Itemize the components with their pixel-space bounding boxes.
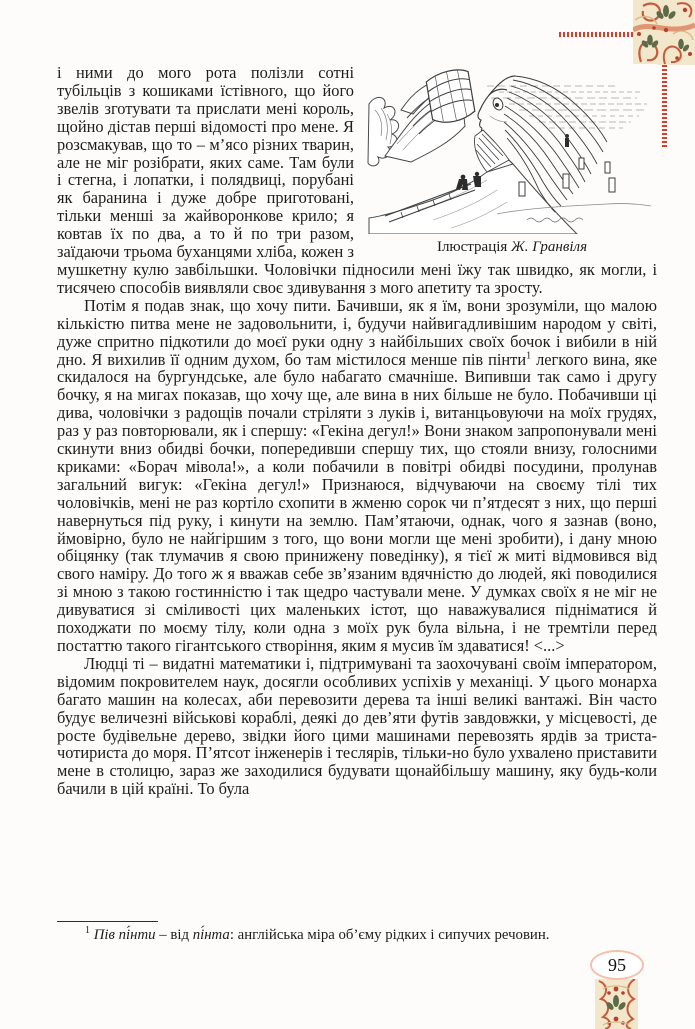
dashed-rule-horizontal — [559, 32, 633, 37]
illustration-caption — [367, 239, 657, 257]
footnote-separator — [57, 921, 158, 922]
page-number-badge — [590, 950, 644, 980]
page-number: 95 — [608, 954, 626, 975]
footnote-reference-mark: 1 — [526, 350, 532, 362]
paragraph-2 — [57, 297, 657, 655]
footnote-mid: – від — [155, 927, 193, 943]
paragraph-3-text: Людці ті – видатні математики і, підтримувані та заохочувані своїм імператором, відомим покровителем наук, досягли особливих успіхів у механіці. У цього монарха багато машин на колесах, аби перевозити дерева та інші великі вантажі. Він часто будує величезні військові кораблі, деякі до дев’яти футів завдовжки, у місцевості, де росте будівельне дерево, звідки його цими машинами перевозять ярдів за триста-чотириста до моря. П’ятсот інженерів і теслярів, тільки-но було ухвалено приставити мене в столицю, зараз же заходилися будувати щонайбільшу машину, яку будь-коли бачили в цій країні. То була — [57, 653, 657, 799]
illustration-figure — [367, 64, 657, 257]
footnote-rest: : англійська міра об’єму рідких і сипучих речовин. — [229, 927, 550, 943]
footnote-term-2: пі́нта — [192, 927, 230, 943]
footnote — [57, 921, 657, 944]
corner-ornament-strip-icon — [595, 979, 638, 1029]
footnote-term-1: Пів пі́нти — [93, 927, 156, 943]
caption-artist: Ж. Гранвіля — [511, 239, 588, 255]
paragraph-3 — [57, 655, 657, 798]
gulliver-drinking-engraving-icon — [367, 64, 657, 234]
body-text — [57, 64, 657, 798]
paragraph-1-text: і ними до мого рота полізли сотні тубільців з кошиками їстівного, що його звелів зготувати та прислати мені король, щойно дістав перші відомості про мене. Я розсмакував, що то – м’ясо різних тварин, але не міг розібрати, яких саме. Там були і стегна, і лопатки, і полядвиці, порубані як баранина і дуже добре приготовані, тільки менші за жайворонкове крило; я ковтав їх по два, а то й по три разом, заїдаючи трьома буханцями хліба, кожен з мушкетну кулю завбільшки. Чоловічки підносили мені їжу так швидко, як могли, і тисячею способів виявляли своє здивування з мого апетиту та зросту. — [57, 63, 657, 297]
footnote-text — [57, 926, 657, 944]
paragraph-2-text-before: Потім я подав знак, що хочу пити. Бачивши, як я їм, вони зрозуміли, що малою кількістю питва мене не задовольнити, і, будучи найвигадливішим народом у світі, дуже спритно підкотили до моєї руки одну з найбільших своїх бочок і вибили в ній дно. Я вихилив її одним духом, бо там містилося менше пів пінти — [57, 295, 657, 369]
footnote-number: 1 — [85, 925, 90, 937]
caption-regular: Ілюстрація — [436, 239, 512, 255]
corner-ornament-icon — [633, 0, 695, 65]
paragraph-2-text-after: легкого вина, яке скидалося на бургундське, але було набагато смачніше. Випивши так само і другу бочку, я на мигах показав, що хочу ще, але вина в них більше не було. Побачивши ці дива, чоловічки з радощів почали стріляти з луків і, витанцьовуючи на моїх грудях, раз у раз повторювали, як і спершу: «Гекіна дегул!» Вони знаком запропонували мені скинути вниз обидві бочки, попередивши спершу тих, що стояли внизу, голосними криками: «Борач мівола!», а коли побачили в повітрі обидві посудини, пролунав загальний вигук: «Гекіна дегул!» Признаюся, відчуваючи на своєму тілі тих чоловічків, мені не раз кортіло схопити в жменю сорок чи п’ятдесят з них, що перші навернуться під руку, і кинути на землю. Пам’ятаючи, однак, чого я зазнав (воно, ймовірно, було не найгіршим з того, що вони могли ще мені зробити), і дану мною обіцянку (так тлумачив я свою принижену поведінку), я тієї ж миті відмовився від свого наміру. До того ж я вважав себе зв’язаним вдячністю до людей, які поводилися зі мною з такою гостинністю і так щедро частували мене. У думках своїх я не міг не дивуватися зі сміливості цих маленьких істот, що наважувалися підніматися й походжати по моєму тілу, коли одна з моїх рук була вільна, і не тремтіли перед постаттю такого гігантського створіння, яким я мусив їм здаватися! <...> — [57, 349, 657, 655]
dashed-rule-vertical — [662, 65, 667, 147]
